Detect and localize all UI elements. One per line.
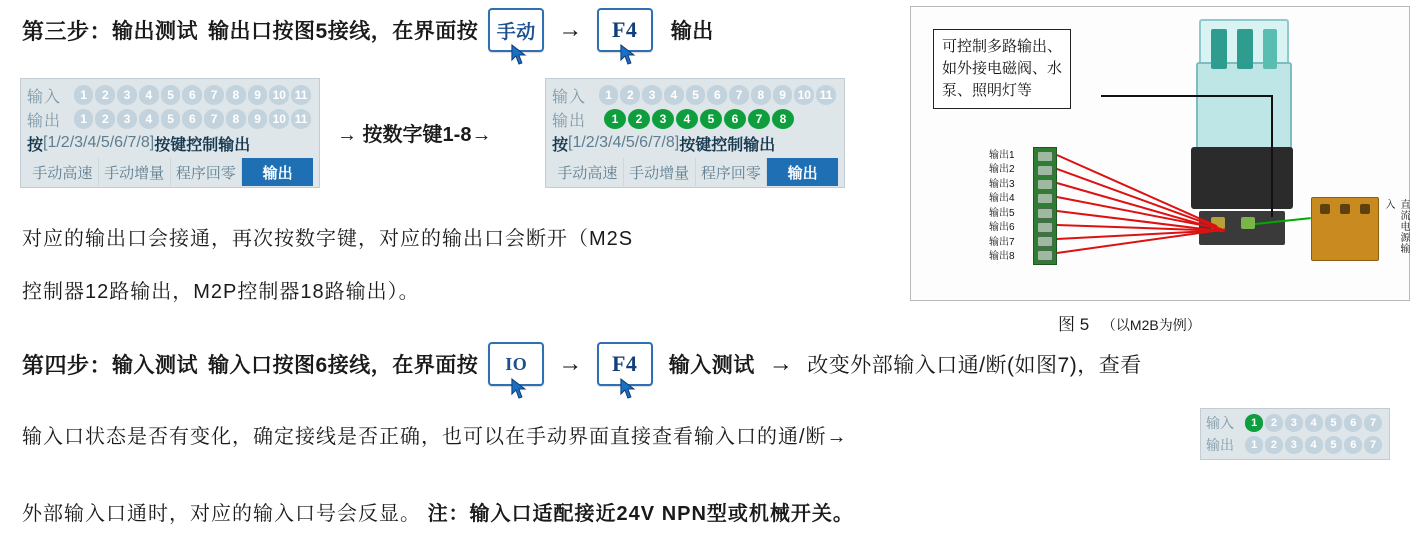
- cursor-icon: [511, 378, 528, 400]
- terminal-label: 输出5: [989, 207, 1015, 219]
- lcd-hint-row: [552, 131, 838, 155]
- terminal-screw: [1037, 222, 1053, 233]
- terminal-label: 输出3: [989, 178, 1015, 190]
- mini-lcd-input-bubble: 4: [1305, 414, 1323, 432]
- mini-lcd-panel: [1200, 408, 1390, 460]
- softkey-manual-step[interactable]: 手动增量: [99, 158, 171, 186]
- step3-title: 输出测试: [112, 20, 199, 43]
- mini-lcd-output-bubble: 5: [1325, 436, 1343, 454]
- output-terminal-strip: [1033, 147, 1057, 265]
- lcd-output-bubble-active: 1: [604, 109, 626, 129]
- mini-lcd-output-bubble: 6: [1344, 436, 1362, 454]
- lcd-output-bubble: 6: [182, 109, 202, 129]
- lcd-panel-before: [20, 78, 320, 188]
- paragraph-4-part-b: 注：输入口适配接近24V NPN型或机械开关。: [427, 503, 854, 525]
- softkey-program-home[interactable]: 程序回零: [171, 158, 243, 186]
- lcd-output-bubble: 10: [269, 109, 289, 129]
- lcd-input-bubble: 2: [620, 85, 640, 105]
- lcd-output-bubble-active: 5: [700, 109, 722, 129]
- lcd-hint-prefix: 按: [27, 136, 44, 154]
- lcd-input-bubble: 7: [729, 85, 749, 105]
- terminal-label: 输出1: [989, 150, 1015, 161]
- softkey-output[interactable]: 输出: [242, 158, 313, 186]
- lcd-output-bubble-active: 4: [676, 109, 698, 129]
- manual-key-button[interactable]: [488, 8, 544, 52]
- paragraph-4-part-a: 外部输入口通时，对应的输入口号会反显。: [22, 503, 421, 525]
- f4-key-button-1[interactable]: [597, 8, 653, 52]
- terminal-label: 输出2: [989, 164, 1015, 176]
- io-key-label: IO: [505, 353, 528, 374]
- lcd-output-bubble-active: 7: [748, 109, 770, 129]
- lcd-hint-keys: [1/2/3/4/5/6/7/8]: [568, 134, 680, 151]
- mini-lcd-input-bubble: 2: [1265, 414, 1283, 432]
- terminal-screw: [1037, 193, 1053, 204]
- step4-text-b: 输入测试: [668, 354, 755, 377]
- step4-text-a: 输入口按图6接线，在界面按: [208, 354, 479, 377]
- figure5-callout: [933, 29, 1071, 109]
- f4-key-button-2[interactable]: [597, 342, 653, 386]
- step4-heading: [22, 342, 1142, 386]
- paragraph-2: 控制器12路输出，M2P控制器18路输出）。: [22, 281, 420, 303]
- lcd-hint-row: [27, 131, 313, 155]
- lcd-output-bubble: 9: [248, 109, 268, 129]
- cursor-icon: [620, 378, 637, 400]
- lcd-softkey-bar: [27, 158, 313, 186]
- cursor-icon: [511, 44, 528, 66]
- lcd-output-row: [27, 107, 313, 131]
- lcd-input-bubble: 5: [686, 85, 706, 105]
- mini-lcd-output-bubble: 1: [1245, 436, 1263, 454]
- relay-socket-block: [1191, 147, 1293, 209]
- softkey-program-home[interactable]: 程序回零: [696, 158, 768, 186]
- mini-lcd-output-bubble: 7: [1364, 436, 1382, 454]
- power-terminal-slot: [1320, 204, 1330, 214]
- figure5-caption-sub: （以M2B为例）: [1101, 317, 1201, 333]
- lcd-output-bubble: 8: [226, 109, 246, 129]
- lcd-output-bubble: 1: [74, 109, 94, 129]
- paragraph-3: 输入口状态是否有变化，确定接线是否正确，也可以在手动界面直接查看输入口的通/断→: [22, 426, 848, 448]
- terminal-label: 输出4: [989, 193, 1015, 205]
- lcd-input-label: 输入: [552, 88, 587, 106]
- lcd-input-bubble: 6: [182, 85, 202, 105]
- step3-arrow-1: →: [558, 16, 583, 43]
- lcd-output-bubble: 11: [291, 109, 311, 129]
- power-terminal-slot: [1360, 204, 1370, 214]
- lcd-output-bubble: 7: [204, 109, 224, 129]
- lcd-input-bubble: 9: [248, 85, 268, 105]
- terminal-screw: [1037, 208, 1053, 219]
- lcd-output-bubble-active: 2: [628, 109, 650, 129]
- mini-lcd-output-bubble: 3: [1285, 436, 1303, 454]
- step4-arrow-2: →: [768, 350, 794, 377]
- callout-line-3: 泵、照明灯等: [942, 82, 1033, 99]
- lcd-output-bubble: 2: [95, 109, 115, 129]
- figure5-caption-main: 图 5: [1058, 315, 1090, 334]
- paragraph-1: 对应的输出口会接通，再次按数字键，对应的输出口会断开（M2S: [22, 228, 634, 250]
- step3-text-b: 输出: [670, 20, 714, 43]
- lcd-output-label: 输出: [552, 112, 587, 130]
- terminal-label: 输出6: [989, 222, 1015, 234]
- relay-coil-mid: [1237, 29, 1253, 69]
- cursor-icon: [620, 44, 637, 66]
- callout-line-2: 如外接电磁阀、水: [942, 60, 1063, 77]
- power-terminal-block: [1311, 197, 1379, 261]
- paragraph-4: [22, 497, 854, 526]
- lcd-softkey-bar: [552, 158, 838, 186]
- relay-coil-right: [1263, 29, 1277, 69]
- terminal-screw: [1037, 250, 1053, 261]
- step3-text-a: 输出口按图5接线，在界面按: [208, 20, 479, 43]
- step3-label: 第三步：: [22, 18, 113, 44]
- softkey-manual-step[interactable]: 手动增量: [624, 158, 696, 186]
- step4-text-c: 改变外部输入口通/断(如图7)，查看: [807, 354, 1142, 377]
- power-input-label: 直流电源输入: [1383, 199, 1409, 254]
- callout-line-1: 可控制多路输出、: [942, 38, 1063, 55]
- terminal-label: 输出8: [989, 250, 1015, 262]
- mini-lcd-input-bubble: 3: [1285, 414, 1303, 432]
- mini-lcd-output-bubble: 4: [1305, 436, 1323, 454]
- lcd-output-label: 输出: [27, 112, 62, 130]
- terminal-label: 输出7: [989, 236, 1015, 248]
- relay-coil-left: [1211, 29, 1227, 69]
- relay-terminal-screw-2: [1241, 217, 1255, 229]
- softkey-output[interactable]: 输出: [767, 158, 838, 186]
- mini-lcd-input-bubble: 5: [1325, 414, 1343, 432]
- step4-label: 第四步：: [22, 352, 113, 378]
- step4-arrow-1: →: [558, 350, 583, 377]
- softkey-manual-fast[interactable]: 手动高速: [552, 158, 624, 186]
- terminal-screw: [1037, 179, 1053, 190]
- lcd-input-bubble: 3: [642, 85, 662, 105]
- mini-lcd-output-bubble: 2: [1265, 436, 1283, 454]
- lcd-input-bubble: 10: [794, 85, 814, 105]
- mini-lcd-input-bubble: 7: [1364, 414, 1382, 432]
- lcd-output-bubble-active: 8: [772, 109, 794, 129]
- f4-key-label-1: F4: [611, 17, 638, 42]
- lcd-input-bubble: 7: [204, 85, 224, 105]
- lcd-hint-keys: [1/2/3/4/5/6/7/8]: [43, 134, 155, 151]
- lcd-input-bubble: 8: [226, 85, 246, 105]
- lcd-hint-suffix: 按键控制输出: [679, 136, 776, 154]
- lcd-input-bubble: 11: [291, 85, 311, 105]
- figure5-caption: [1058, 310, 1201, 335]
- callout-leader-horizontal: [1101, 95, 1273, 97]
- lcd-panel-after: [545, 78, 845, 188]
- mini-lcd-output-row: [1206, 434, 1384, 456]
- lcd-hint-suffix: 按键控制输出: [154, 136, 251, 154]
- lcd-input-bubble: 5: [161, 85, 181, 105]
- lcd-input-bubble: 9: [773, 85, 793, 105]
- terminal-screw: [1037, 151, 1053, 162]
- io-key-button[interactable]: [488, 342, 544, 386]
- figure5-box: [910, 6, 1410, 301]
- manual-key-label: 手动: [496, 21, 536, 43]
- lcd-input-row: [552, 83, 838, 107]
- terminal-screw: [1037, 165, 1053, 176]
- lcd-input-label: 输入: [27, 88, 62, 106]
- f4-key-label-2: F4: [611, 351, 638, 376]
- lcd-output-bubble-active: 6: [724, 109, 746, 129]
- lcd-input-bubble: 1: [599, 85, 619, 105]
- lcd-input-bubble: 11: [816, 85, 836, 105]
- step4-title: 输入测试: [112, 354, 199, 377]
- step3-heading: [22, 8, 714, 52]
- callout-leader-vertical: [1271, 95, 1273, 217]
- lcd-input-bubble: 2: [95, 85, 115, 105]
- lcd-hint-prefix: 按: [552, 136, 569, 154]
- mini-lcd-input-row: [1206, 412, 1384, 434]
- lcd-input-bubble: 4: [664, 85, 684, 105]
- middle-arrow-text: → 按数字键1-8→: [337, 124, 492, 146]
- relay-body: [1196, 62, 1292, 156]
- mini-lcd-input-label: 输入: [1206, 415, 1234, 431]
- lcd-input-bubble: 6: [707, 85, 727, 105]
- terminal-screw: [1037, 236, 1053, 247]
- lcd-output-bubble-active: 3: [652, 109, 674, 129]
- lcd-input-bubble: 1: [74, 85, 94, 105]
- softkey-manual-fast[interactable]: 手动高速: [27, 158, 99, 186]
- lcd-input-row: [27, 83, 313, 107]
- lcd-output-row: [552, 107, 838, 131]
- mini-lcd-output-label: 输出: [1206, 437, 1234, 453]
- output-terminal-labels: [989, 149, 1015, 263]
- lcd-input-bubble: 8: [751, 85, 771, 105]
- lcd-input-bubble: 10: [269, 85, 289, 105]
- lcd-output-bubble: 4: [139, 109, 159, 129]
- lcd-output-bubble: 3: [117, 109, 137, 129]
- mini-lcd-input-bubble-active: 1: [1245, 414, 1263, 432]
- lcd-input-bubble: 4: [139, 85, 159, 105]
- lcd-output-bubble: 5: [161, 109, 181, 129]
- power-terminal-slot: [1340, 204, 1350, 214]
- lcd-input-bubble: 3: [117, 85, 137, 105]
- mini-lcd-input-bubble: 6: [1344, 414, 1362, 432]
